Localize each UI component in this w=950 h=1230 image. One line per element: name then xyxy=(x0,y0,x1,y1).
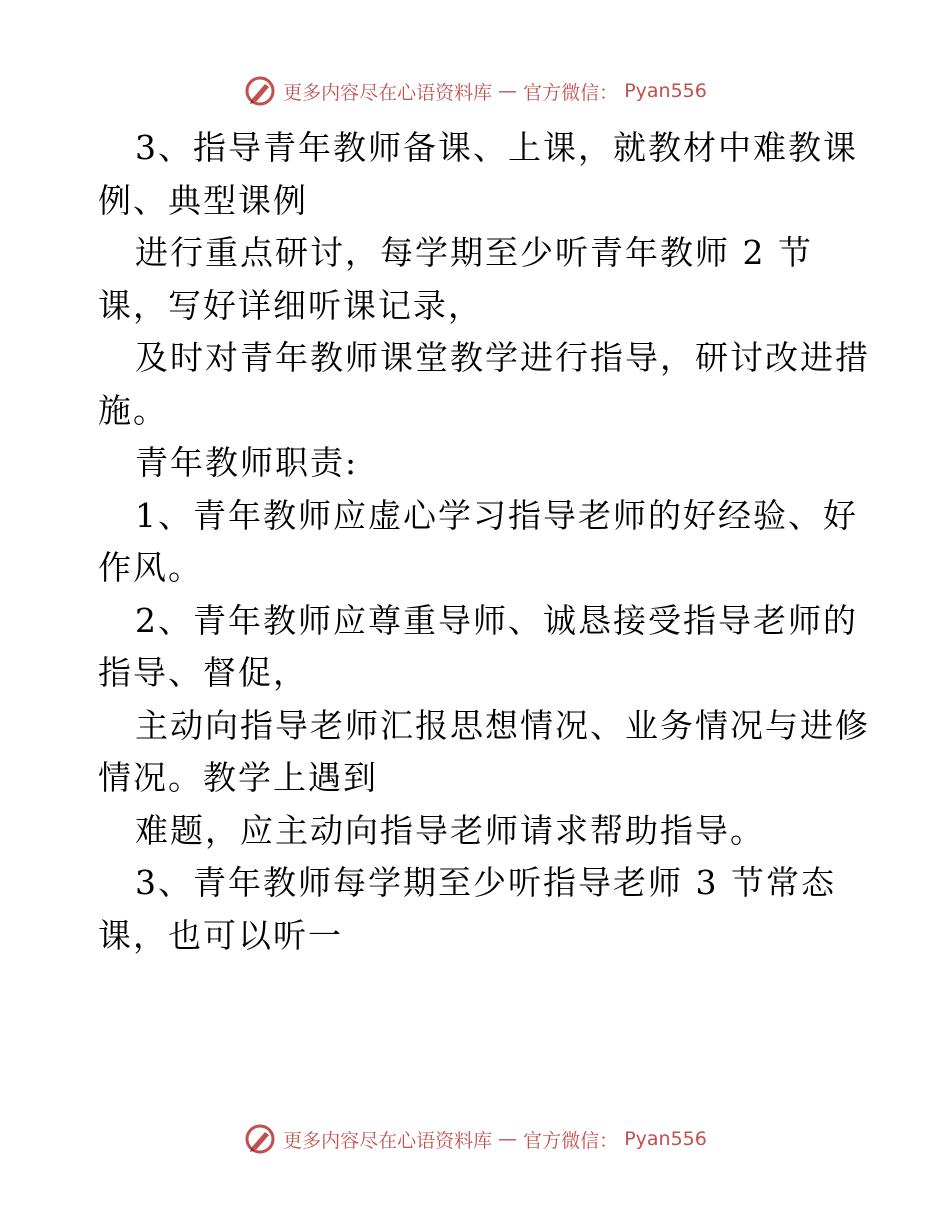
watermark-separator: — xyxy=(498,1128,518,1150)
text-line: 2、青年教师应尊重导师、诚恳接受指导老师的 xyxy=(135,600,858,640)
text-line: 3、指导青年教师备课、上课，就教材中难教课 xyxy=(135,128,858,167)
watermark-label: 官方微信： xyxy=(523,81,619,104)
text-line: 3、青年教师每学期至少听指导老师 3 节常态 xyxy=(135,863,836,902)
text-line: 难题，应主动向指导老师请求帮助指导。 xyxy=(135,810,765,850)
text-line: 作风。 xyxy=(98,548,203,587)
watermark-text: 更多内容尽在心语资料库 xyxy=(283,1129,493,1152)
watermark-account: Pyan556 xyxy=(624,80,707,102)
text-line: 进行重点研讨，每学期至少听青年教师 2 节 xyxy=(135,233,813,272)
document-body xyxy=(98,122,888,962)
watermark-separator: — xyxy=(498,80,518,102)
text-line: 主动向指导老师汇报思想情况、业务情况与进修 xyxy=(135,705,870,745)
text-line: 及时对青年教师课堂教学进行指导，研讨改进措 xyxy=(135,338,870,377)
pen-logo-icon xyxy=(243,74,277,108)
text-line: 例、典型课例 xyxy=(98,180,308,220)
text-line: 情况。教学上遇到 xyxy=(98,758,378,797)
text-line: 1、青年教师应虚心学习指导老师的好经验、好 xyxy=(135,495,858,535)
section-heading: 青年教师职责: xyxy=(135,443,359,482)
footer-watermark xyxy=(0,1122,950,1156)
text-line: 课，写好详细听课记录， xyxy=(98,285,483,325)
text-line: 施。 xyxy=(98,390,168,430)
pen-logo-icon xyxy=(243,1122,277,1156)
header-watermark xyxy=(0,74,950,108)
watermark-account: Pyan556 xyxy=(624,1128,707,1150)
watermark-label: 官方微信： xyxy=(523,1129,619,1152)
watermark-text: 更多内容尽在心语资料库 xyxy=(283,81,493,104)
text-line: 课，也可以听一 xyxy=(98,915,343,955)
text-line: 指导、督促， xyxy=(98,653,308,692)
